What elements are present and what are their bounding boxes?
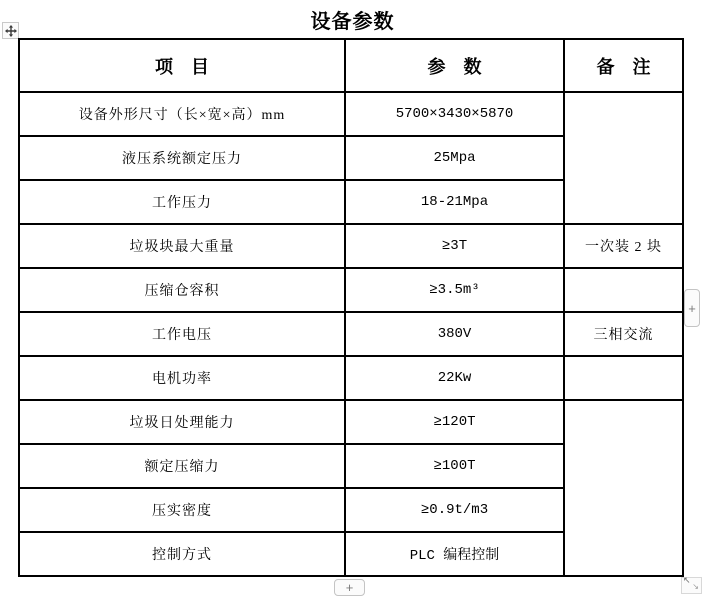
param-cell[interactable]: ≥3T [345,224,564,268]
item-cell[interactable]: 工作电压 [19,312,345,356]
table-resize-handle[interactable] [681,577,702,594]
item-cell[interactable]: 电机功率 [19,356,345,400]
item-cell[interactable]: 额定压缩力 [19,444,345,488]
item-cell[interactable]: 压缩仓容积 [19,268,345,312]
param-cell[interactable]: ≥120T [345,400,564,444]
param-cell[interactable]: PLC 编程控制 [345,532,564,576]
add-column-button[interactable] [684,289,700,327]
table-row [19,268,683,312]
header-remark[interactable]: 备 注 [564,39,683,92]
param-cell[interactable]: ≥100T [345,444,564,488]
plus-icon: + [345,580,354,595]
page-title: 设备参数 [310,11,395,33]
move-icon [5,25,17,37]
resize-nw-icon: ↖ [683,576,691,586]
param-cell[interactable]: 22Kw [345,356,564,400]
table-row [19,92,683,136]
add-row-button[interactable] [334,579,365,596]
item-cell[interactable]: 设备外形尺寸（长×宽×高）mm [19,92,345,136]
item-cell[interactable]: 垃圾块最大重量 [19,224,345,268]
table-body [19,92,683,576]
remark-cell[interactable] [564,400,683,576]
header-param[interactable]: 参 数 [345,39,564,92]
table-row [19,224,683,268]
item-cell[interactable]: 压实密度 [19,488,345,532]
table-row [19,400,683,444]
item-cell[interactable]: 垃圾日处理能力 [19,400,345,444]
remark-cell[interactable] [564,356,683,400]
table-row [19,356,683,400]
param-cell[interactable]: 5700×3430×5870 [345,92,564,136]
remark-cell[interactable]: 一次装 2 块 [564,224,683,268]
remark-cell[interactable] [564,268,683,312]
table-header-row [19,39,683,92]
item-cell[interactable]: 液压系统额定压力 [19,136,345,180]
plus-icon: + [688,300,696,316]
param-cell[interactable]: 18-21Mpa [345,180,564,224]
param-cell[interactable]: 25Mpa [345,136,564,180]
remark-cell[interactable]: 三相交流 [564,312,683,356]
resize-se-icon: ↘ [692,582,699,591]
table-row [19,312,683,356]
param-cell[interactable]: ≥0.9t/m3 [345,488,564,532]
table-move-handle[interactable] [2,22,19,39]
param-cell[interactable]: 380V [345,312,564,356]
equipment-parameters-table [18,38,684,577]
item-cell[interactable]: 控制方式 [19,532,345,576]
header-item[interactable]: 项 目 [19,39,345,92]
remark-cell[interactable] [564,92,683,224]
param-cell[interactable]: ≥3.5m³ [345,268,564,312]
item-cell[interactable]: 工作压力 [19,180,345,224]
